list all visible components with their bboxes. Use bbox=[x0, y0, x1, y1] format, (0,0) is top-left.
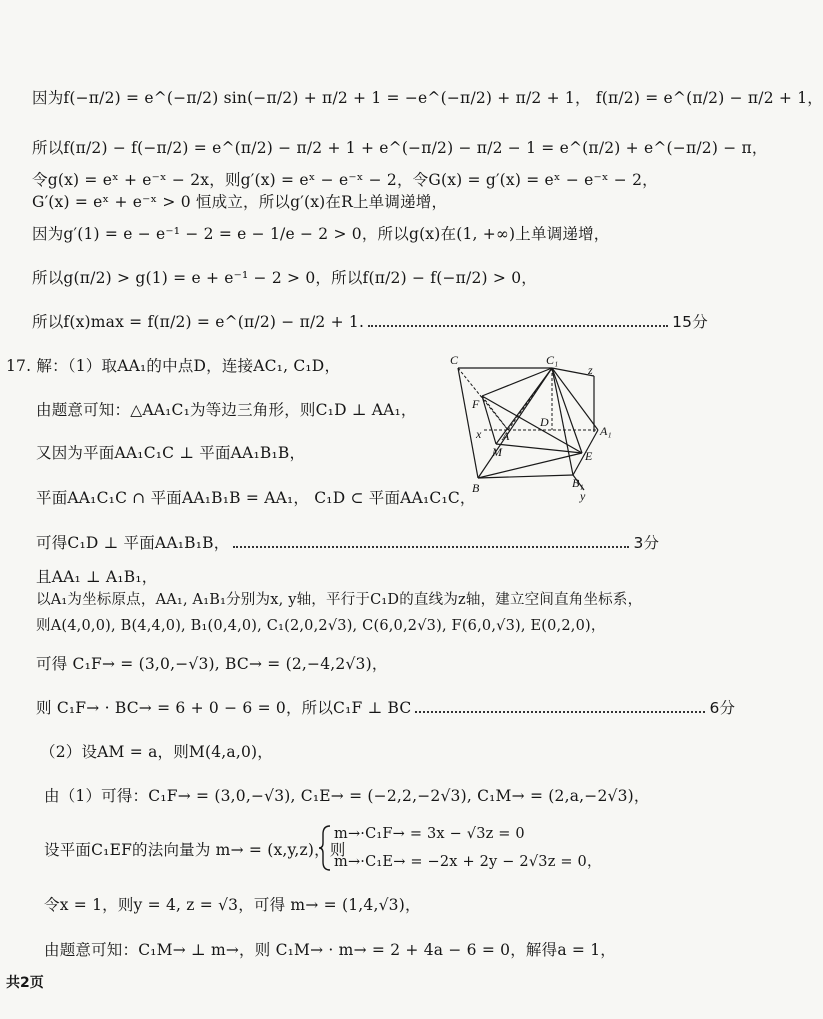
text-line: 因为g′(1) = e − e⁻¹ − 2 = e − 1/e − 2 > 0，所以g(x)在(1, +∞)上单调递增， bbox=[32, 225, 610, 243]
text-line: 所以f(π/2) − f(−π/2) = e^(π/2) − π/2 + 1 + e^(−π/2) − π/2 − 1 = e^(π/2) + e^(−π/2) − π， bbox=[32, 139, 768, 157]
text-line: 令x = 1，则y = 4, z = √3，可得 m→ = (1,4,√3)， bbox=[44, 896, 421, 914]
prism-figure bbox=[448, 350, 638, 503]
text-line: 以A₁为坐标原点，AA₁, A₁B₁分别为x, y轴，平行于C₁D的直线为z轴，建立空间直角坐标系， bbox=[36, 592, 643, 608]
score-line bbox=[36, 696, 735, 718]
text-line: 则A(4,0,0), B(4,4,0), B₁(0,4,0), C₁(2,0,2√3), C(6,0,2√3), F(6,0,√3), E(0,2,0)， bbox=[36, 618, 606, 634]
label-c1: C₁ bbox=[546, 353, 559, 367]
text-line: 由题意可知：C₁M→ ⊥ m→，则 C₁M→ · m→ = 2 + 4a − 6 = 0，解得a = 1， bbox=[44, 941, 616, 959]
label-e: E bbox=[585, 449, 593, 463]
equation-system bbox=[318, 824, 602, 872]
text-line: 因为f(−π/2) = e^(−π/2) sin(−π/2) + π/2 + 1 = −e^(−π/2) + π/2 + 1， f(π/2) = e^(π/2) − π/2 + 1， bbox=[32, 89, 823, 107]
label-f: F bbox=[472, 397, 480, 411]
label-x: x bbox=[476, 427, 482, 441]
text-line: 由题意可知：△AA₁C₁为等边三角形，则C₁D ⊥ AA₁， bbox=[36, 401, 417, 419]
score-label: 6分 bbox=[709, 699, 736, 717]
dot-leader bbox=[233, 540, 629, 548]
edge-f-a bbox=[482, 396, 508, 430]
edge-c1-e bbox=[552, 368, 582, 453]
score-line bbox=[32, 310, 708, 332]
label-a: A bbox=[502, 429, 510, 443]
score-label: 3分 bbox=[633, 534, 660, 552]
text-line: G′(x) = eˣ + e⁻ˣ > 0 恒成立，所以g′(x)在R上单调递增， bbox=[32, 193, 448, 211]
edge-c-b bbox=[458, 368, 478, 478]
edge-b-b1 bbox=[478, 475, 573, 478]
page-count: 共2页 bbox=[6, 975, 44, 991]
label-b: B bbox=[472, 481, 480, 495]
score-line bbox=[36, 531, 659, 553]
text-line: （2）设AM = a，则M(4,a,0)， bbox=[40, 743, 273, 761]
dot-leader bbox=[368, 319, 668, 327]
text-line: 令g(x) = eˣ + e⁻ˣ − 2x，则g′(x) = eˣ − e⁻ˣ − 2，令G(x) = g′(x) = eˣ − e⁻ˣ − 2， bbox=[32, 171, 658, 189]
text-line: 所以g(π/2) > g(1) = e + e⁻¹ − 2 > 0，所以f(π/2) − f(−π/2) > 0， bbox=[32, 269, 537, 287]
dot-leader bbox=[415, 705, 705, 713]
text-segment: 可得C₁D ⊥ 平面AA₁B₁B， bbox=[36, 534, 230, 552]
text-line: 设平面C₁EF的法向量为 m→ = (x,y,z)，则 bbox=[44, 841, 346, 859]
text-line: 可得 C₁F→ = (3,0,−√3), BC→ = (2,−4,2√3)， bbox=[36, 655, 388, 673]
label-d: D bbox=[540, 415, 549, 429]
text-segment: 则 C₁F→ · BC→ = 6 + 0 − 6 = 0，所以C₁F ⊥ BC bbox=[36, 699, 412, 717]
score-label: 15分 bbox=[672, 313, 708, 331]
label-z: z bbox=[588, 363, 593, 377]
label-y: y bbox=[580, 489, 586, 503]
text-segment: 所以f(x)max = f(π/2) = e^(π/2) − π/2 + 1. bbox=[32, 313, 365, 331]
equation-row: m→·C₁F→ = 3x − √3z = 0 bbox=[334, 826, 525, 842]
brace-icon bbox=[318, 824, 332, 872]
label-a1: A₁ bbox=[600, 424, 612, 438]
text-line: 平面AA₁C₁C ∩ 平面AA₁B₁B = AA₁， C₁D ⊂ 平面AA₁C₁C， bbox=[36, 489, 476, 507]
question-heading: 17. 解：（1）取AA₁的中点D，连接AC₁, C₁D， bbox=[6, 357, 341, 375]
edge-c1-a1 bbox=[552, 368, 598, 430]
label-b1: B₁ bbox=[572, 476, 584, 490]
equation-row: m→·C₁E→ = −2x + 2y − 2√3z = 0， bbox=[334, 854, 602, 870]
label-c: C bbox=[450, 353, 459, 367]
text-line: 且AA₁ ⊥ A₁B₁， bbox=[36, 568, 158, 586]
label-m: M bbox=[492, 445, 502, 459]
text-line: 又因为平面AA₁C₁C ⊥ 平面AA₁B₁B， bbox=[36, 444, 306, 462]
text-line: 由（1）可得：C₁F→ = (3,0,−√3), C₁E→ = (−2,2,−2√3), C₁M→ = (2,a,−2√3)， bbox=[44, 787, 650, 805]
